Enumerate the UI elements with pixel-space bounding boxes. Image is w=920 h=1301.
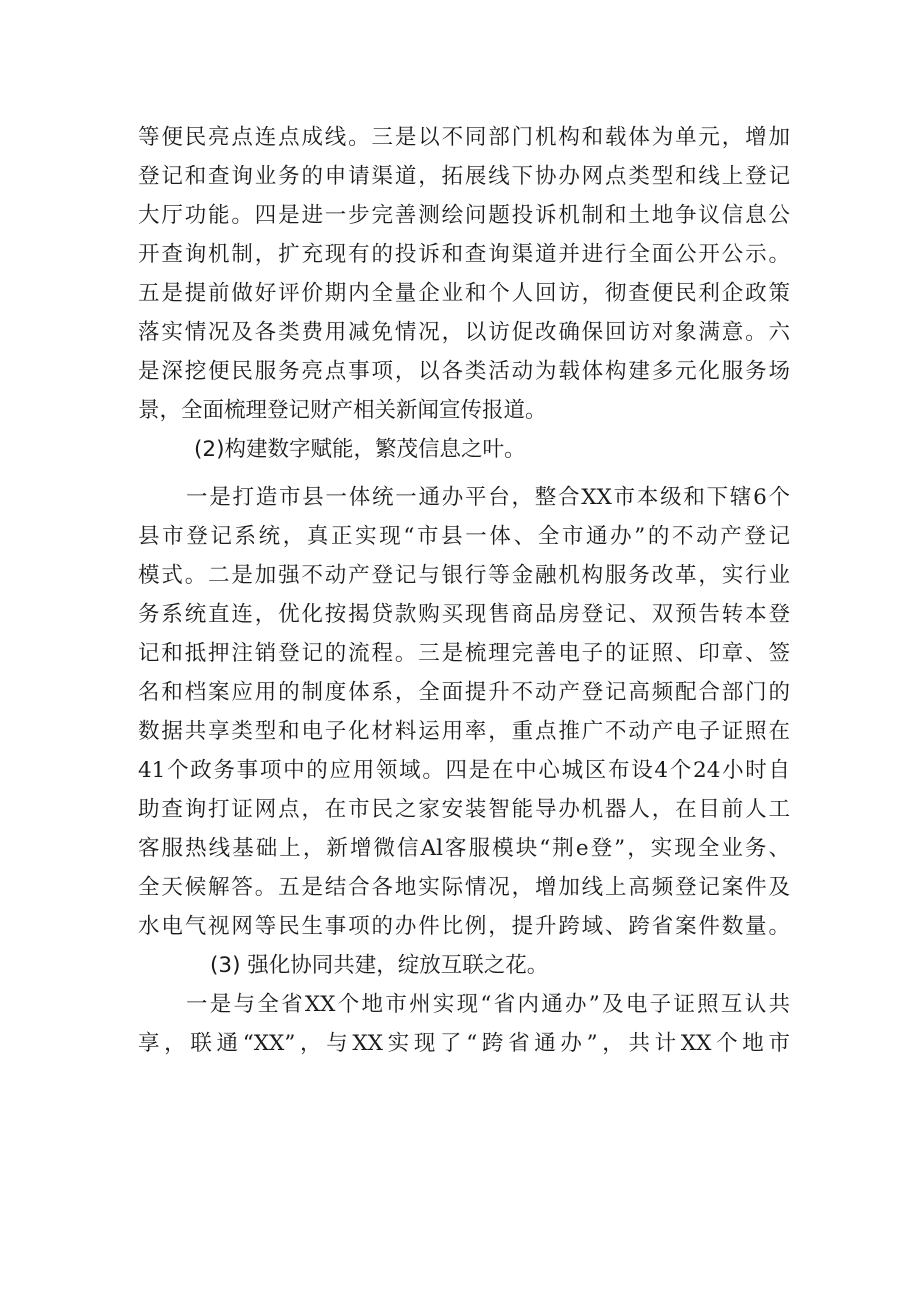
text-line: 记和抵押注销登记的流程。三是梳理完善电子的证照、印章、签	[138, 641, 790, 666]
text-line: 落实情况及各类费用减免情况，以访促改确保回访对象满意。六	[138, 320, 790, 345]
text-line: 数据共享类型和电子化材料运用率，重点推广不动产电子证照在	[138, 719, 790, 744]
paragraph-section2	[138, 481, 790, 944]
text-line: 登记和查询业务的申请渠道，拓展线下协办网点类型和线上登记	[138, 164, 790, 189]
text-line: 开查询机制，扩充现有的投诉和查询渠道并进行全面公开公示。	[138, 242, 790, 267]
text-line: 五是提前做好评价期内全量企业和个人回访，彻查便民利企政策	[138, 281, 790, 306]
text-line: 助查询打证网点，在市民之家安装智能导办机器人，在目前人工	[138, 797, 790, 822]
text-line: 务系统直连，优化按揭贷款购买现售商品房登记、双预告转本登	[138, 602, 790, 627]
paragraph-section1-tail	[138, 121, 790, 428]
section-heading-2: (2)构建数字赋能，繁茂信息之叶。	[194, 437, 526, 462]
text-line: 是深挖便民服务亮点事项，以各类活动为载体构建多元化服务场	[138, 359, 790, 384]
text-line: 大厅功能。四是进一步完善测绘问题投诉机制和土地争议信息公	[138, 203, 790, 228]
section-heading-3: (3) 强化协同共建，绽放互联之花。	[210, 953, 549, 978]
text-line: 41个政务事项中的应用领域。四是在中心城区布设4个24小时自	[138, 758, 790, 783]
paragraph-section3	[138, 988, 790, 1061]
text-line: 等便民亮点连点成线。三是以不同部门机构和载体为单元，增加	[138, 125, 790, 150]
text-line: 一是打造市县一体统一通办平台，整合XX市本级和下辖6个	[186, 485, 790, 510]
text-line: 县市登记系统，真正实现“市县一体、全市通办”的不动产登记	[138, 524, 790, 549]
text-line: 一是与全省XX个地市州实现“省内通办”及电子证照互认共	[186, 992, 790, 1017]
text-line: 景，全面梳理登记财产相关新闻宣传报道。	[138, 398, 547, 423]
text-line: 客服热线基础上，新增微信Al客服模块“荆e登”，实现全业务、	[138, 836, 790, 861]
text-line: 水电气视网等民生事项的办件比例，提升跨域、跨省案件数量。	[138, 914, 790, 939]
text-line: 享，联通“XX”，与XX实现了“跨省通办”，共计XX个地市	[138, 1031, 790, 1056]
text-line: 全天候解答。五是结合各地实际情况，增加线上高频登记案件及	[138, 875, 790, 900]
document-body	[138, 121, 790, 1066]
text-line: 名和档案应用的制度体系，全面提升不动产登记高频配合部门的	[138, 680, 790, 705]
text-line: 模式。二是加强不动产登记与银行等金融机构服务改革，实行业	[138, 563, 790, 588]
